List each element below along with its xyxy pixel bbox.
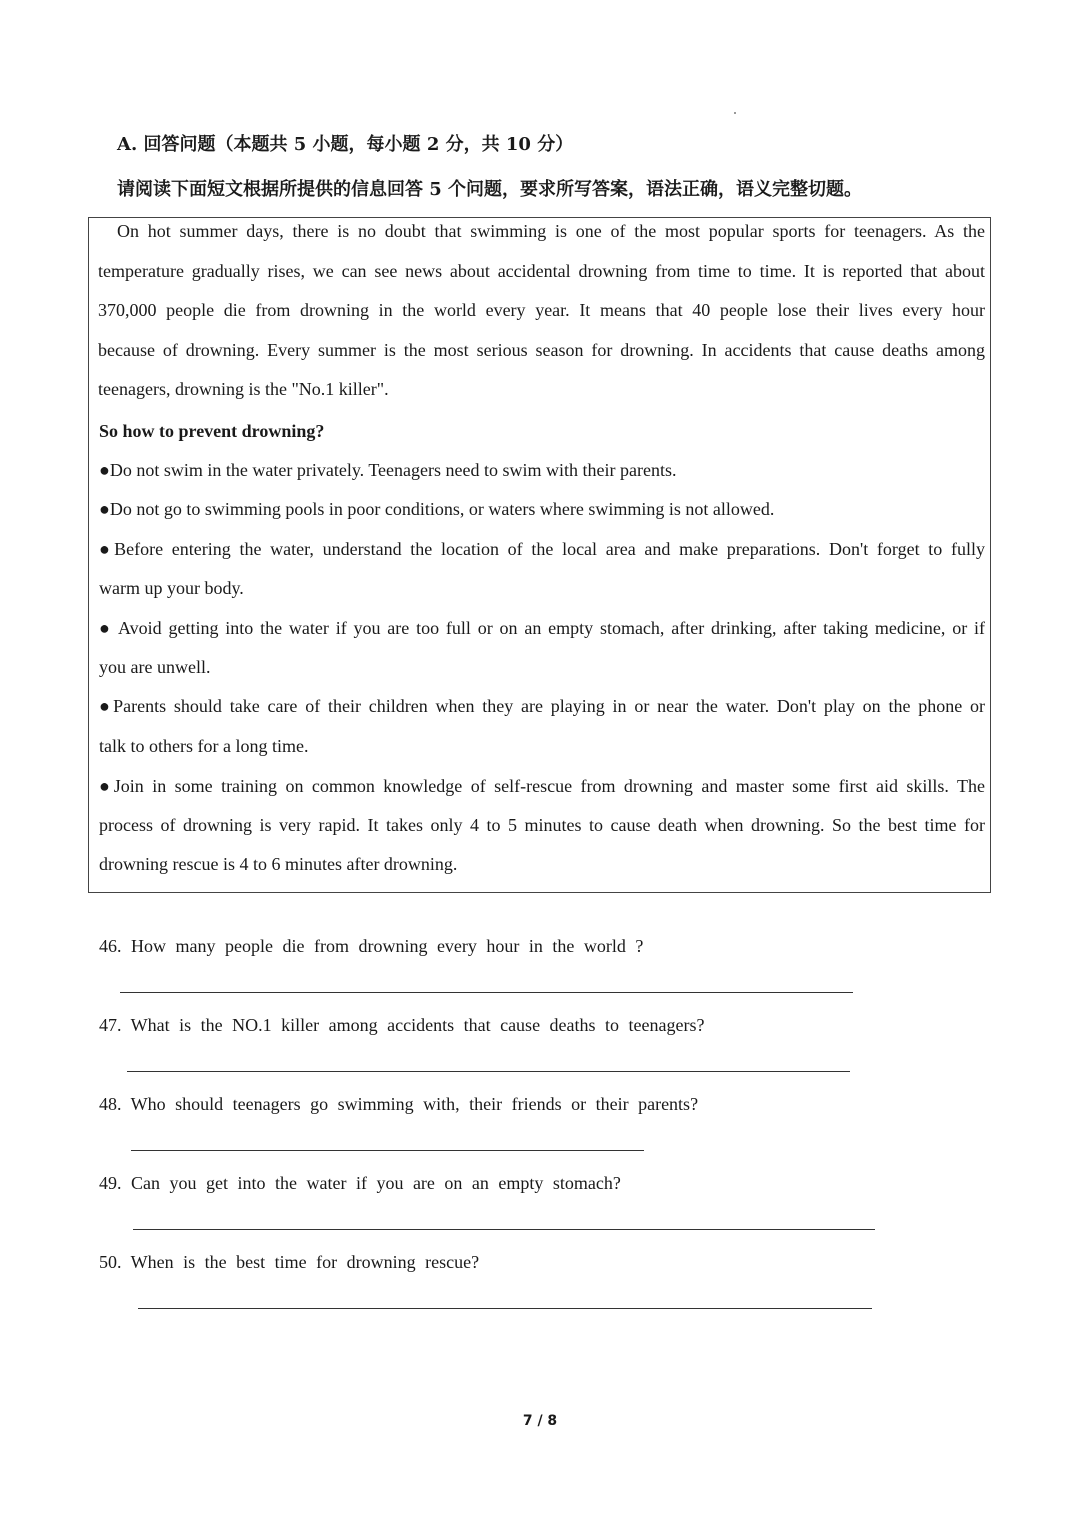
answer-line-48[interactable] [131,1150,644,1151]
question-49: 49. Can you get into the water if you are on an empty stomach? [99,1173,621,1193]
question-47: 47. What is the NO.1 killer among accidents that cause deaths to teenagers? [99,1015,705,1035]
passage-line: drowning rescue is 4 to 6 minutes after drowning. [99,854,458,874]
question-50: 50. When is the best time for drowning rescue? [99,1252,480,1272]
answer-line-46[interactable] [120,992,853,993]
passage-bullet: ●Do not swim in the water privately. Teenagers need to swim with their parents. [99,460,677,480]
passage-bullet: ● Avoid getting into the water if you are too full or on an empty stomach, after drinking, after taking medicine, or if [99,618,985,638]
passage-line: temperature gradually rises, we can see news about accidental drowning from time to time. It is reported that about [98,261,985,281]
passage-line: warm up your body. [99,578,244,598]
speck-mark [734,112,736,114]
question-46: 46. How many people die from drowning every hour in the world ? [99,936,644,956]
passage-bullet: ●Do not go to swimming pools in poor conditions, or waters where swimming is not allowed. [99,499,775,519]
section-heading: A. 回答问题（本题共 5 小题，每小题 2 分，共 10 分） [117,134,574,155]
passage-bullet: ●Join in some training on common knowledge of self-rescue from drowning and master some first aid skills. The [99,776,985,796]
passage-subheading: So how to prevent drowning? [99,421,325,441]
passage-line: process of drowning is very rapid. It takes only 4 to 5 minutes to cause death when drowning. So the best time for [99,815,985,835]
passage-line: teenagers, drowning is the "No.1 killer". [98,379,389,399]
passage-line: you are unwell. [99,657,211,677]
passage-line: On hot summer days, there is no doubt that swimming is one of the most popular sports for teenagers. As the [117,221,985,241]
page-number: 7 / 8 [522,1413,558,1429]
passage-bullet: ●Before entering the water, understand the location of the local area and make preparations. Don't forget to fully [99,539,985,559]
passage-line: talk to others for a long time. [99,736,309,756]
answer-line-49[interactable] [133,1229,875,1230]
answer-line-50[interactable] [138,1308,872,1309]
passage-line: 370,000 people die from drowning in the world every year. It means that 40 people lose their lives every hour [98,300,985,320]
passage-bullet: ●Parents should take care of their children when they are playing in or near the water. Don't play on the phone or [99,696,985,716]
passage-line: because of drowning. Every summer is the most serious season for drowning. In accidents that cause deaths among [98,340,985,360]
question-48: 48. Who should teenagers go swimming with, their friends or their parents? [99,1094,699,1114]
answer-line-47[interactable] [127,1071,850,1072]
instruction-text: 请阅读下面短文根据所提供的信息回答 5 个问题，要求所写答案，语法正确，语义完整切题。 [117,179,863,200]
